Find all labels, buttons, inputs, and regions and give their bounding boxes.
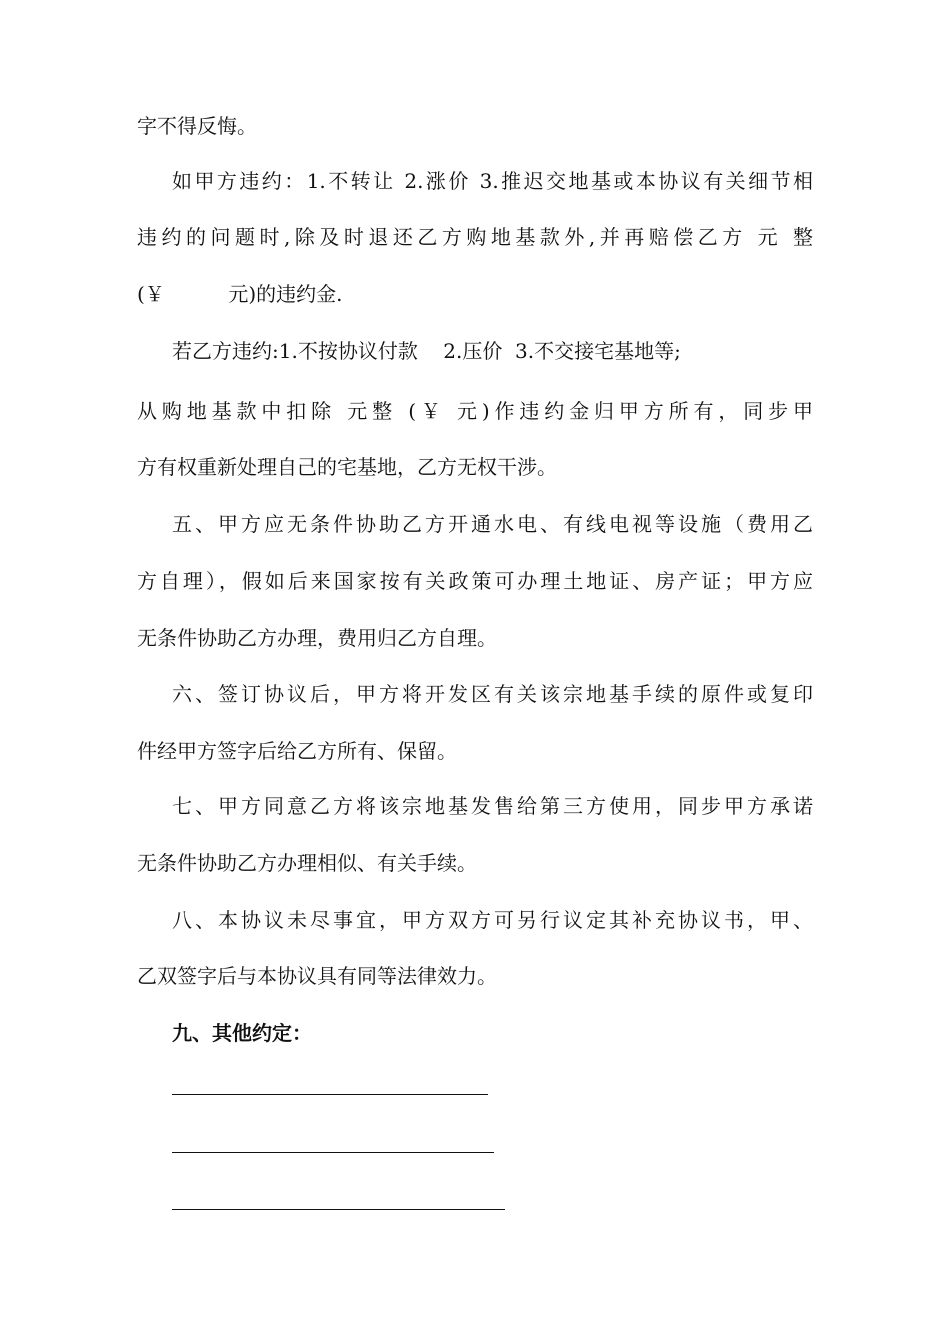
- text-line-12: 件经甲方签字后给乙方所有、保留。: [137, 739, 457, 763]
- text-line-13: 七、甲方同意乙方将该宗地基发售给第三方使用，同步甲方承诺: [172, 794, 813, 818]
- text-line-3: 违约的问题时,除及时退还乙方购地基款外,并再赔偿乙方 元 整: [137, 225, 813, 249]
- text-line-2: 如甲方违约：1.不转让 2.涨价 3.推迟交地基或本协议有关细节相: [172, 169, 813, 193]
- text-line-8: 五、甲方应无条件协助乙方开通水电、有线电视等设施（费用乙: [172, 512, 813, 536]
- text-line-7: 方有权重新处理自己的宅基地，乙方无权干涉。: [137, 455, 557, 479]
- text-line-9: 方自理），假如后来国家按有关政策可办理土地证、房产证；甲方应: [137, 569, 813, 593]
- text-line-11: 六、签订协议后，甲方将开发区有关该宗地基手续的原件或复印: [172, 682, 813, 706]
- text-line-10: 无条件协助乙方办理，费用归乙方自理。: [137, 626, 497, 650]
- text-line-4: (￥ 元)的违约金.: [137, 282, 343, 306]
- blank-line-2: [172, 1152, 494, 1153]
- text-line-5: 若乙方违约:1.不按协议付款 2.压价 3.不交接宅基地等;: [172, 339, 681, 363]
- blank-line-3: [172, 1209, 505, 1210]
- text-line-1: 字不得反悔。: [137, 114, 257, 138]
- text-line-14: 无条件协助乙方办理相似、有关手续。: [137, 851, 477, 875]
- blank-line-1: [172, 1094, 488, 1095]
- text-line-15: 八、本协议未尽事宜，甲方双方可另行议定其补充协议书，甲、: [172, 908, 813, 932]
- text-line-6: 从购地基款中扣除 元整 (￥ 元)作违约金归甲方所有，同步甲: [137, 399, 813, 423]
- other-agreements-heading: 九、其他约定：: [172, 1021, 312, 1045]
- text-line-16: 乙双签字后与本协议具有同等法律效力。: [137, 964, 497, 988]
